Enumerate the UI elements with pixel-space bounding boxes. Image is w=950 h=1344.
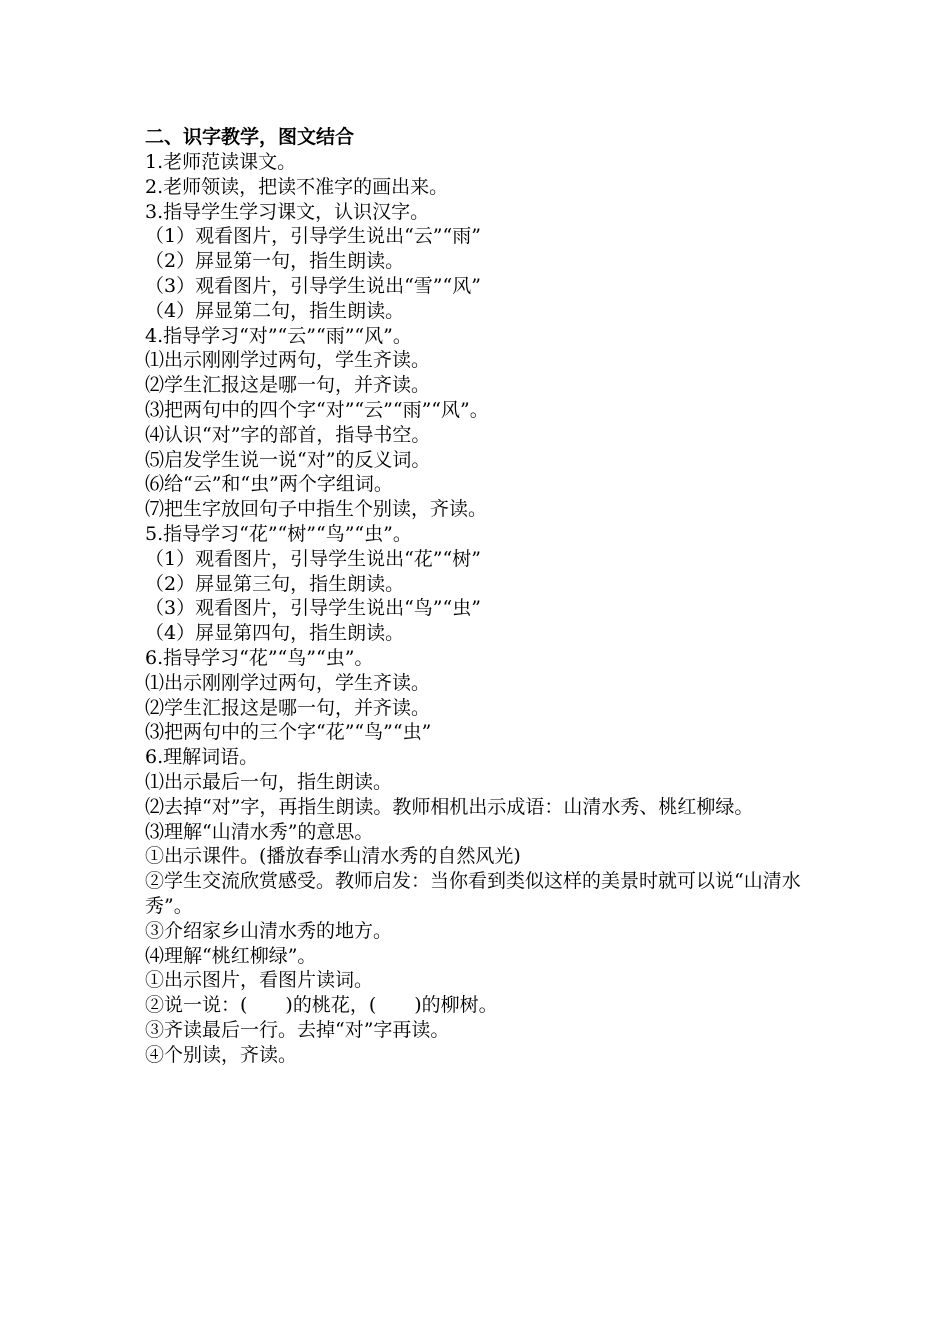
text-line: （2）屏显第三句，指生朗读。 bbox=[145, 572, 405, 595]
text-line: ④个别读，齐读。 bbox=[145, 1043, 298, 1066]
text-line: ①出示图片，看图片读词。 bbox=[145, 969, 374, 992]
text-line: ⑴出示刚刚学过两句，学生齐读。 bbox=[145, 671, 431, 694]
text-line: （4）屏显第四句，指生朗读。 bbox=[145, 622, 405, 645]
text-line: ③介绍家乡山清水秀的地方。 bbox=[145, 919, 393, 942]
text-line: 6.理解词语。 bbox=[145, 746, 259, 769]
text-line: 5.指导学习“花”“树”“鸟”“虫”。 bbox=[145, 522, 412, 545]
text-line: 1.老师范读课文。 bbox=[145, 151, 297, 173]
text-line: ⑶把两句中的四个字“对”“云”“雨”“风”。 bbox=[145, 398, 489, 421]
text-line: ⑹给“云”和“虫”两个字组词。 bbox=[145, 473, 393, 496]
text-line: （1）观看图片，引导学生说出“云”“雨” bbox=[145, 225, 481, 248]
text-line: （3）观看图片，引导学生说出“鸟”“虫” bbox=[145, 597, 481, 620]
text-line: ⑸启发学生说一说“对”的反义词。 bbox=[145, 448, 431, 471]
section-heading: 二、识字教学，图文结合 bbox=[145, 126, 355, 148]
text-line: （2）屏显第一句，指生朗读。 bbox=[145, 250, 405, 273]
text-line: 4.指导学习“对”“云”“雨”“风”。 bbox=[145, 324, 412, 347]
text-line: ⑶把两句中的三个字“花”“鸟”“虫” bbox=[145, 721, 432, 744]
text-line: ⑷认识“对”字的部首，指导书空。 bbox=[145, 423, 431, 446]
text-line: ⑷理解“桃红柳绿”。 bbox=[145, 944, 317, 967]
text-line: ②说一说：( )的桃花，( )的柳树。 bbox=[145, 994, 498, 1017]
text-line: ②学生交流欣赏感受。教师启发：当你看到类似这样的美景时就可以说“山清水秀”。 bbox=[145, 870, 801, 917]
text-line: （4）屏显第二句，指生朗读。 bbox=[145, 299, 405, 322]
text-line: ⑵学生汇报这是哪一句，并齐读。 bbox=[145, 374, 431, 397]
text-line: ⑵学生汇报这是哪一句，并齐读。 bbox=[145, 696, 431, 719]
text-line: 3.指导学生学习课文，认识汉字。 bbox=[145, 200, 430, 223]
text-line: （1）观看图片，引导学生说出“花”“树” bbox=[145, 547, 481, 570]
text-line: ⑶理解“山清水秀”的意思。 bbox=[145, 820, 374, 843]
text-line: ⑺把生字放回句子中指生个别读，齐读。 bbox=[145, 498, 488, 521]
text-line: ⑴出示刚刚学过两句，学生齐读。 bbox=[145, 349, 431, 372]
text-line: （3）观看图片，引导学生说出“雪”“风” bbox=[145, 274, 481, 297]
text-line: ⑴出示最后一句，指生朗读。 bbox=[145, 770, 393, 793]
text-line: ③齐读最后一行。去掉“对”字再读。 bbox=[145, 1018, 450, 1041]
document-page bbox=[145, 124, 815, 1067]
text-line: ⑵去掉“对”字，再指生朗读。教师相机出示成语：山清水秀、桃红柳绿。 bbox=[145, 795, 754, 818]
text-line: 6.指导学习“花”“鸟”“虫”。 bbox=[145, 646, 374, 669]
text-line: 2.老师领读，把读不准字的画出来。 bbox=[145, 175, 449, 198]
text-line: ①出示课件。(播放春季山清水秀的自然风光) bbox=[145, 845, 521, 868]
